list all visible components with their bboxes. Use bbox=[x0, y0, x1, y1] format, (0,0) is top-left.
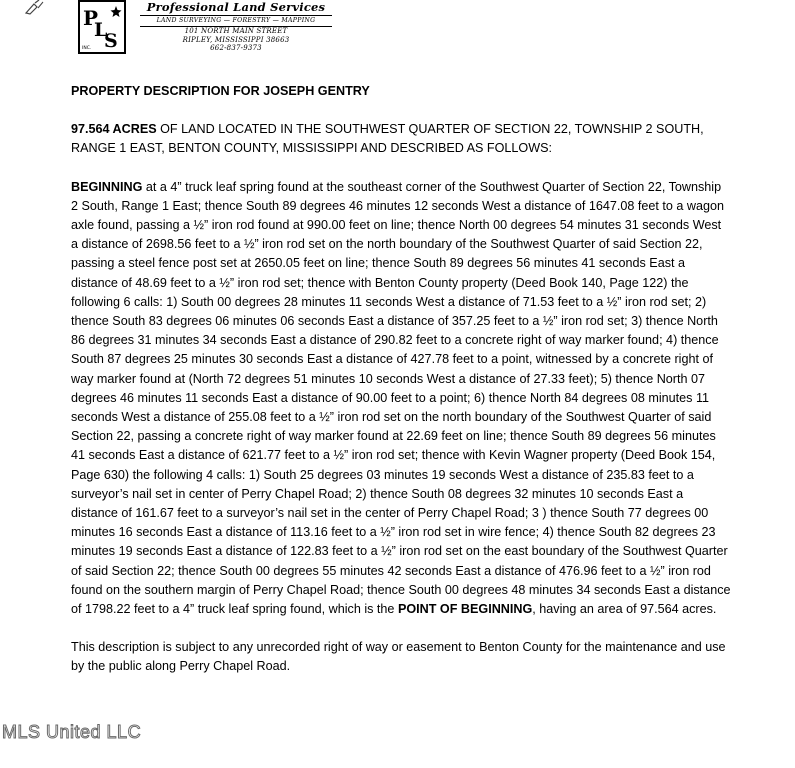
document-title: PROPERTY DESCRIPTION FOR JOSEPH GENTRY bbox=[71, 84, 370, 98]
body-tail: , having an area of 97.564 acres. bbox=[532, 602, 717, 617]
pls-logo bbox=[78, 0, 126, 54]
phone-number: 662-837-9373 bbox=[210, 44, 262, 53]
company-name: Professional Land Services bbox=[146, 0, 326, 14]
beginning-label: BEGINNING bbox=[71, 179, 143, 194]
svg-text:S: S bbox=[104, 30, 118, 52]
mls-watermark: MLS United LLC bbox=[2, 722, 142, 742]
acreage: 97.564 ACRES bbox=[71, 122, 157, 137]
svg-text:L: L bbox=[94, 19, 108, 41]
address-line-2: RIPLEY, MISSISSIPPI 38663 bbox=[182, 35, 290, 44]
svg-text:P: P bbox=[83, 6, 99, 30]
services-line: LAND SURVEYING — FORESTRY — MAPPING bbox=[156, 17, 316, 24]
letterhead bbox=[78, 0, 338, 60]
pen-mark-icon bbox=[24, 0, 46, 16]
body-text: at a 4” truck leaf spring found at the southeast corner of the Southwest Quarter of Section 22, Township 2 South, Range 1 East; thence South 89 degrees 46 minutes 12 seconds West a distance of 1647.08 feet to a wagon axle found, passing a ½” iron rod found at 990.00 feet on line; thence North 00 degrees 54 minutes 31 seconds West a distance of 2698.56 feet to a ½” iron rod set on the north boundary of the Southwest Quarter of said Section 22, passing a steel fence post set at 2650.05 feet on line; thence South 89 degrees 56 minutes 41 seconds East a distance of 48.69 feet to a ½” iron rod set; thence with Benton County property (Deed Book 140, Page 122) the following 6 calls: 1) South 00 degrees 28 minutes 11 seconds West a distance of 71.53 feet to a ½” iron rod set; 2) thence South 83 degrees 06 minutes 06 seconds East a distance of 357.25 feet to a ½” iron rod set; 3) thence North 86 degrees 31 minutes 34 seconds East a distance of 290.82 feet to a concrete right of way marker found; 4) thence South 87 degrees 25 minutes 30 seconds East a distance of 427.78 feet to a point, witnessed by a concrete right of way marker found at (North 72 degrees 51 minutes 10 seconds West a distance of 27.33 feet); 5) thence North 07 degrees 46 minutes 11 seconds East a distance of 90.00 feet to a point; 6) thence North 84 degrees 08 minutes 11 seconds West a distance of 255.08 feet to a ½” iron rod set on the north boundary of the Southwest Quarter of said Section 22, passing a concrete right of way marker found at 22.69 feet on line; thence South 89 degrees 56 minutes 41 seconds East a distance of 621.77 feet to a ½” iron rod set; thence with Kevin Wagner property (Deed Book 154, Page 630) the following 4 calls: 1) South 25 degrees 03 minutes 19 seconds West a distance of 235.83 feet to a surveyor’s nail set in center of Perry Chapel Road; 2) thence South 08 degrees 32 minutes 10 seconds East a distance of 161.67 feet to a surveyor’s nail set in the center of Perry Chapel Road; 3 ) thence South 77 degrees 00 minutes 16 seconds East a distance of 113.16 feet to a ½” iron rod set in wire fence; 4) thence South 82 degrees 23 minutes 19 seconds East a distance of 122.83 feet to a ½” iron rod set on the east boundary of the Southwest Quarter of said Section 22; thence South 00 degrees 55 minutes 42 seconds East a distance of 476.96 feet to a ½” iron rod found on the southern margin of Perry Chapel Road; thence South 00 degrees 48 minutes 34 seconds East a distance of 1798.22 feet to a 4” truck leaf spring found, which is the bbox=[71, 179, 731, 617]
address-line-1: 101 NORTH MAIN STREET bbox=[184, 27, 288, 35]
intro-text: OF LAND LOCATED IN THE SOUTHWEST QUARTER OF SECTION 22, TOWNSHIP 2 SOUTH, RANGE 1 EAST, BENTON COUNTY, MISSISSIPPI AND DESCRIBED AS FOLLOWS: bbox=[71, 122, 704, 156]
point-of-beginning-label: POINT OF BEGINNING bbox=[397, 602, 533, 617]
metes-and-bounds-paragraph bbox=[71, 178, 731, 620]
logo-subtext: INC. bbox=[82, 46, 92, 51]
property-description bbox=[71, 82, 731, 677]
intro-paragraph bbox=[71, 120, 731, 158]
closing-paragraph: This description is subject to any unrecorded right of way or easement to Benton County for the maintenance and use by the public along Perry Chapel Road. bbox=[71, 640, 726, 674]
